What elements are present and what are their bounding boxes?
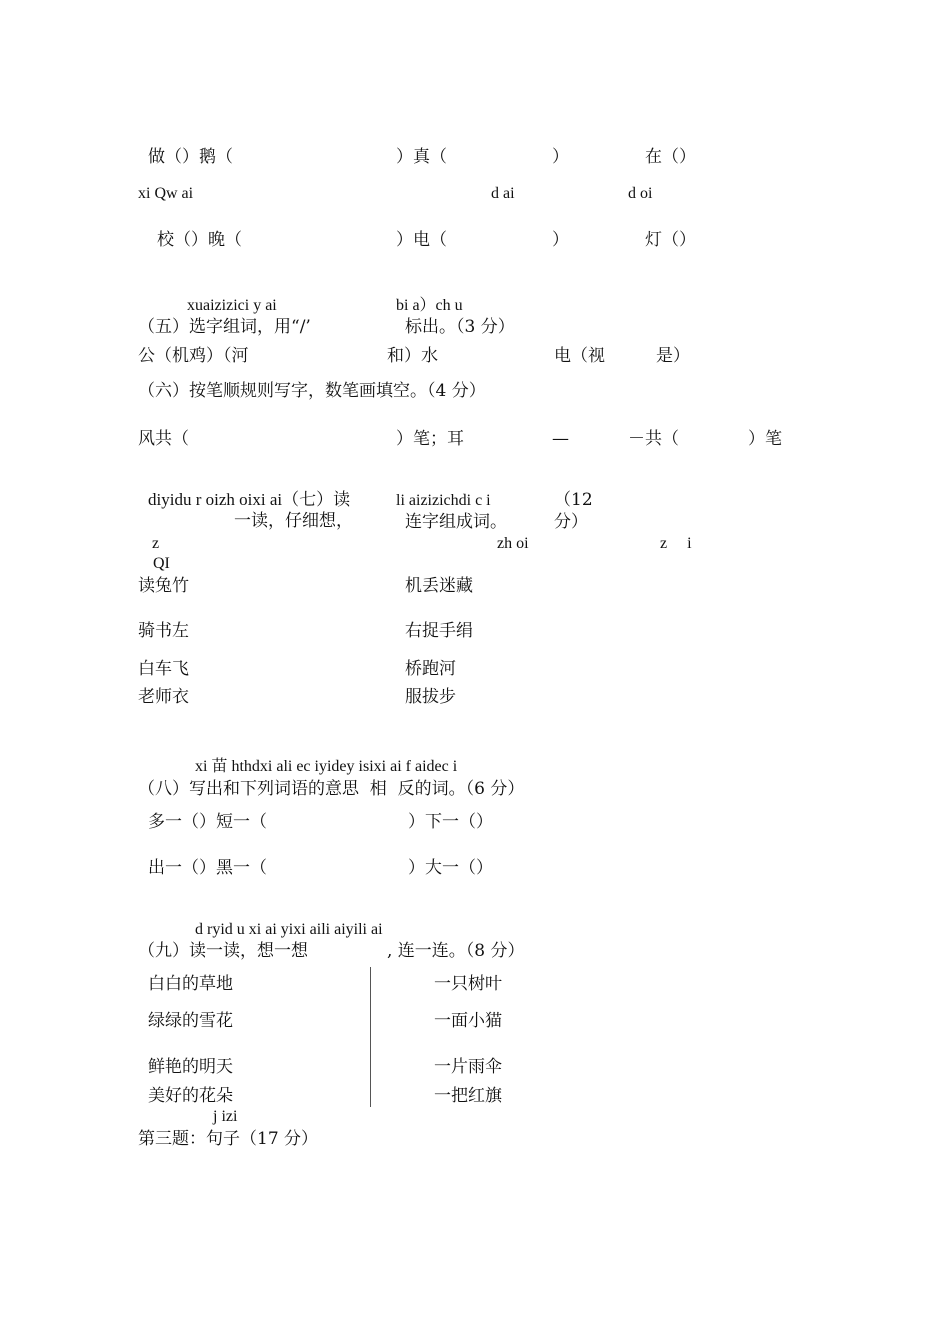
q5-option-b: 和）水 — [387, 346, 438, 366]
q7-score-a: （12 — [554, 490, 593, 510]
q4-row2-d: 灯（） — [645, 230, 696, 250]
q7-pinyin-zi: z i — [660, 535, 692, 552]
q9-pinyin: d ryid u xi ai yixi aili aiyili ai — [195, 921, 383, 938]
q7-left-item: 白车飞 — [138, 659, 189, 679]
q7-right-item: 右捉手绢 — [405, 621, 473, 641]
q4-row1-b: ）真（ — [396, 147, 447, 167]
q4-pinyin-b: d ai — [491, 185, 515, 202]
q7-right-item: 机丢迷藏 — [405, 576, 473, 596]
q4-row2-b: ）电（ — [396, 230, 447, 250]
q6-title: （六）按笔顺规则写字，数笔画填空。（4 分） — [138, 381, 486, 401]
q8-row1-b: ）下一（） — [408, 812, 493, 832]
q5-title-a: （五）选字组词，用“/’ — [138, 317, 311, 337]
q7-left-item: 读兔竹 — [138, 576, 189, 596]
q5-option-c: 电（视 — [554, 346, 605, 366]
q4-row1-d: 在（） — [645, 147, 696, 167]
q6-part-a: 风共（ — [138, 429, 189, 449]
q9-left-item: 白白的草地 — [148, 974, 233, 994]
q9-left-item: 鲜艳的明天 — [148, 1057, 233, 1077]
q4-row2-a: 校（）晚（ — [157, 230, 242, 250]
q4-row1-a: 做（）鹅（ — [148, 147, 233, 167]
q9-title-a: （九）读一读，想一想 — [138, 941, 308, 961]
q3-pinyin: j izi — [213, 1108, 238, 1125]
q8-title: （八）写出和下列词语的意思 相 反的词。（6 分） — [138, 779, 525, 799]
q7-pinyin-b: li aizizichdi c i — [396, 492, 491, 509]
q6-part-e: ）笔 — [748, 429, 782, 449]
q5-option-d: 是） — [656, 346, 690, 366]
q4-pinyin-c: d oi — [628, 185, 653, 202]
q7-line-b2: 连字组成词。 — [405, 512, 507, 532]
q8-row1-a: 多一（）短一（ — [148, 812, 267, 832]
q7-right-item: 服拔步 — [405, 687, 456, 707]
q6-part-b: ）笔；耳 — [396, 429, 464, 449]
q7-right-item: 桥跑河 — [405, 659, 456, 679]
q7-line-a2: 一读，仔细想， — [234, 511, 353, 531]
q8-row2-a: 出一（）黑一（ — [148, 858, 267, 878]
q4-pinyin-a: xi Qw ai — [138, 185, 194, 202]
q4-row2-c: ） — [552, 230, 569, 250]
q7-pinyin-z: z — [152, 535, 160, 552]
q7-pinyin-zhoi: zh oi — [497, 535, 529, 552]
q7-score-b: 分） — [554, 512, 588, 532]
q6-part-d: －共（ — [628, 429, 679, 449]
q5-pinyin-a: xuaizizici y ai — [187, 297, 277, 314]
q9-right-item: 一只树叶 — [434, 974, 502, 994]
q9-right-item: 一片雨伞 — [434, 1057, 502, 1077]
q7-pinyin-qi: QI — [153, 555, 170, 572]
q9-left-item: 绿绿的雪花 — [148, 1011, 233, 1031]
q9-divider — [370, 967, 371, 1107]
q7-left-item: 老师衣 — [138, 687, 189, 707]
q9-left-item: 美好的花朵 — [148, 1086, 233, 1106]
q5-option-a: 公（机鸡）（河 — [138, 346, 249, 366]
q8-pinyin: xi 苗 hthdxi ali ec iyidey isixi ai f aidec i — [195, 758, 458, 775]
q7-pinyin-a: diyidu r oizh oixi ai（七）读 — [148, 490, 351, 509]
q4-row1-c: ） — [552, 147, 569, 167]
q5-pinyin-b: bi a）ch u — [396, 297, 463, 314]
q9-right-item: 一把红旗 — [434, 1086, 502, 1106]
q7-left-item: 骑书左 — [138, 621, 189, 641]
q6-part-c: — — [552, 429, 569, 449]
q9-right-item: 一面小猫 — [434, 1011, 502, 1031]
q3-title: 第三题：句子（17 分） — [138, 1129, 319, 1149]
q8-row2-b: ）大一（） — [408, 858, 493, 878]
q5-title-b: 标出。（3 分） — [405, 317, 515, 337]
q9-title-b: , 连一连。（8 分） — [387, 941, 525, 961]
